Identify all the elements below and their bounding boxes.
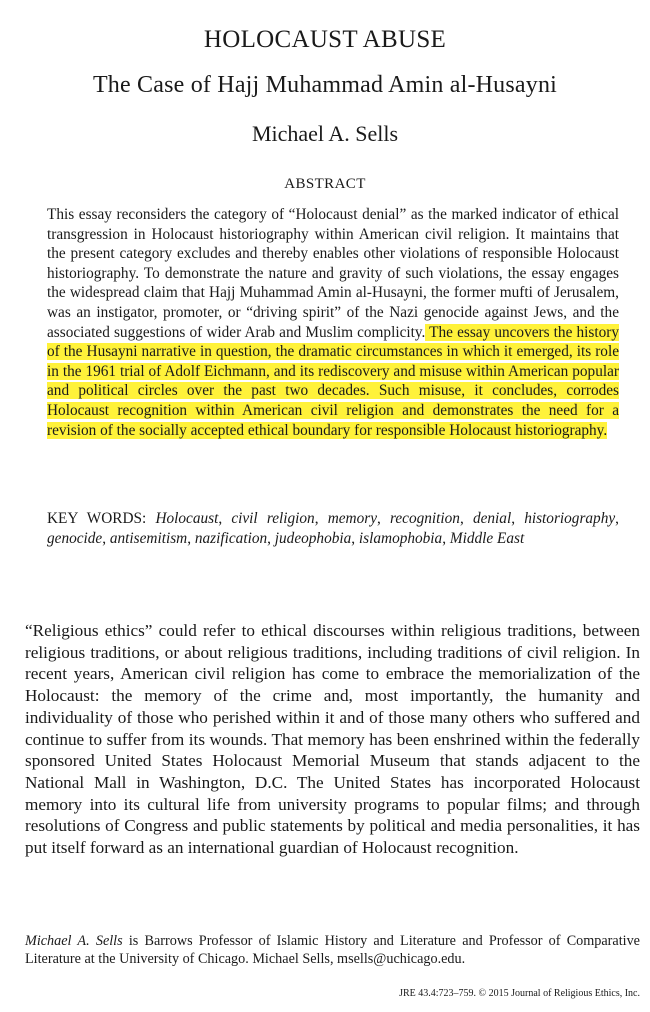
keyword-item: denial: [472, 510, 512, 527]
article-author: Michael A. Sells: [251, 121, 399, 146]
keyword-item: nazification: [194, 529, 268, 547]
abstract-heading: ABSTRACT: [284, 176, 366, 192]
author-footnote: [25, 932, 640, 968]
journal-citation: JRE 43.4:723–759. © 2015 Journal of Religious Ethics, Inc.: [399, 988, 640, 999]
keyword-item: Holocaust: [155, 510, 219, 527]
keyword-item: judeophobia: [274, 529, 352, 547]
keyword-item: islamophobia: [358, 529, 443, 547]
abstract-highlighted: The essay uncovers the history of the Husayni narrative in question, the dramatic circumstances in which it emerged, its role in the 1961 trial of Adolf Eichmann, and its rediscovery and misuse within American popular and political circles over the past two decades. Such misuse, it concludes, corrodes Holocaust recognition within American civil religion and demonstrates the need for a revision of the socially accepted ethical boundary for responsible Holocaust historiography.: [47, 323, 619, 439]
keywords-list: Holocaust, civil religion, memory, recognition, denial, historiography, genocide, antisemitism, nazification, judeophobia, islamophobia, Middle East: [47, 510, 619, 547]
article-title: HOLOCAUST ABUSE: [203, 26, 447, 53]
article-subtitle: The Case of Hajj Muhammad Amin al-Husayni: [92, 72, 558, 98]
keywords: [47, 509, 619, 548]
keyword-item: antisemitism: [109, 529, 188, 547]
body-paragraph: “Religious ethics” could refer to ethical discourses within religious traditions, between religious traditions, or about religious traditions, including traditions of civil religion. In recent years, American civil religion has come to embrace the memorialization of the Holocaust: the memory of the crime and, most importantly, the humanity and individuality of those who perished within it and of those many others who suffered and continue to suffer from its wounds. That memory has been enshrined within the federally sponsored United States Holocaust Memorial Museum that stands adjacent to the National Mall in Washington, D.C. The United States has incorporated Holocaust memory into its cultural life from university programs to popular films; and through resolutions of Congress and public statements by political and media personalities, it has put itself forward as an international guardian of Holocaust recognition.: [25, 621, 640, 858]
abstract-text: [47, 205, 619, 440]
keyword-item: civil religion: [231, 510, 315, 527]
keyword-item: Middle East: [449, 529, 525, 547]
footnote-text: is Barrows Professor of Islamic History and Literature and Professor of Comparative Literature at the University of Chicago. Michael Sells, msells@uchicago.edu.: [25, 933, 640, 967]
abstract-plain: This essay reconsiders the category of “Holocaust denial” as the marked indicator of ethical transgression in Holocaust historiography within American civil religion. It maintains that the present category excludes and thereby enables other violations of responsible Holocaust historiography. To demonstrate the nature and gravity of such violations, the essay engages the widespread claim that Hajj Muhammad Amin al-Husayni, the former mufti of Jerusalem, was an instigator, promoter, or “driving spirit” of the Nazi genocide against Jews, and the associated suggestions of wider Arab and Muslim complicity.: [47, 206, 619, 341]
keyword-item: genocide: [47, 529, 103, 547]
keyword-item: historiography: [524, 510, 616, 527]
keywords-label: KEY WORDS:: [47, 510, 147, 527]
keyword-item: recognition: [389, 510, 460, 527]
footnote-author-name: Michael A. Sells: [25, 933, 123, 949]
keyword-item: memory: [327, 510, 377, 527]
